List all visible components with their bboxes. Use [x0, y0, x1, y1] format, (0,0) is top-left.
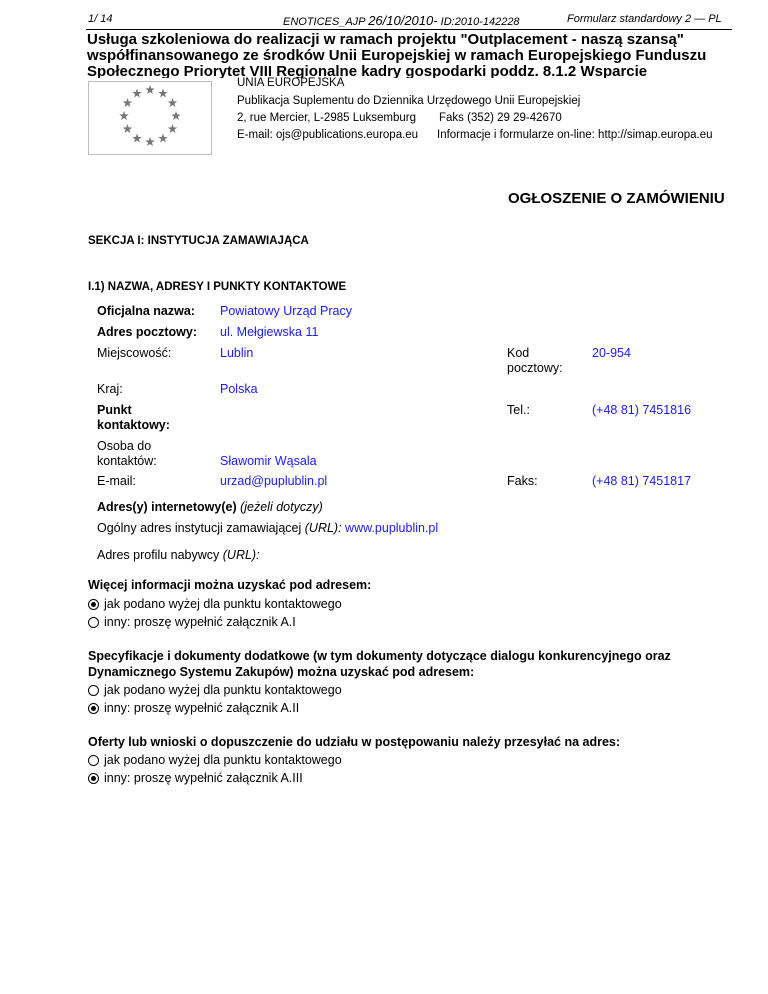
email-label: E-mail:: [97, 474, 136, 488]
eu-star-icon: [123, 124, 133, 133]
specs-option-other[interactable]: [88, 701, 299, 715]
more-info-option-same[interactable]: [88, 597, 342, 611]
form-title: Formularz standardowy 2 — PL: [567, 13, 722, 25]
email-value: urzad@puplublin.pl: [220, 474, 328, 488]
specs-option-same-label: jak podano wyżej dla punktu kontaktowego: [104, 683, 342, 697]
page-number: 1/ 14: [88, 13, 113, 25]
internet-heading: [97, 500, 323, 514]
publisher-line: Publikacja Suplementu do Dziennika Urzędowego Unii Europejskiej: [237, 95, 581, 107]
notice-title-block: [87, 32, 737, 78]
radio-selected-icon[interactable]: [88, 773, 99, 784]
eu-stars-icon: [89, 82, 211, 154]
postal-address-value: ul. Mełgiewska 11: [220, 325, 319, 339]
offers-heading: Oferty lub wnioski o dopuszczenie do udziału w postępowaniu należy przesyłać na adres:: [88, 735, 621, 749]
fax-value: (+48 81) 7451817: [592, 474, 692, 488]
contact-point-label: Punkt kontaktowy:: [97, 403, 170, 432]
eu-flag-logo: [88, 81, 212, 155]
official-name-value: Powiatowy Urząd Pracy: [220, 304, 352, 318]
eu-star-icon: [132, 88, 142, 97]
internet-heading-note: (jeżeli dotyczy): [240, 500, 323, 514]
offers-option-same-label: jak podano wyżej dla punktu kontaktowego: [104, 753, 342, 767]
eu-star-icon: [158, 134, 168, 143]
publisher-fax: Faks (352) 29 29-42670: [439, 112, 562, 124]
offers-option-same[interactable]: [88, 753, 342, 767]
eu-star-icon: [171, 111, 181, 120]
tel-value: (+48 81) 7451816: [592, 403, 692, 417]
postcode-value: 20-954: [592, 346, 631, 360]
section-title: SEKCJA I: INSTYTUCJA ZAMAWIAJĄCA: [88, 235, 309, 247]
eu-star-icon: [168, 98, 178, 107]
country-value: Polska: [220, 382, 258, 396]
document-id: [283, 13, 520, 28]
document-date: 26/10/2010-: [368, 13, 438, 28]
city-value: Lublin: [220, 346, 254, 360]
general-address-url: www.puplublin.pl: [345, 521, 439, 535]
publisher-email: E-mail: ojs@publications.europa.eu: [237, 129, 419, 141]
offers-option-other-label: inny: proszę wypełnić załącznik A.III: [104, 771, 303, 785]
publisher-address: 2, rue Mercier, L-2985 Luksemburg: [237, 112, 416, 124]
general-address-row: [97, 521, 438, 535]
radio-selected-icon[interactable]: [88, 703, 99, 714]
header-divider: [86, 29, 732, 30]
specs-heading-line-1: Specyfikacje i dokumenty dodatkowe (w tym dokumenty dotyczące dialogu konkurencyjnego oraz: [88, 649, 671, 663]
document-prefix: ENOTICES_AJP: [283, 16, 366, 28]
radio-empty-icon[interactable]: [88, 617, 99, 628]
subsection-title: I.1) NAZWA, ADRESY I PUNKTY KONTAKTOWE: [88, 281, 347, 293]
eu-star-icon: [145, 137, 155, 146]
publisher-name: UNIA EUROPEJSKA: [237, 77, 345, 89]
document-number: ID:2010-142228: [440, 16, 520, 28]
specs-option-same[interactable]: [88, 683, 342, 697]
eu-star-icon: [168, 124, 178, 133]
radio-selected-icon[interactable]: [88, 599, 99, 610]
postal-address-label: Adres pocztowy:: [97, 325, 198, 339]
title-line-2: współfinansowanego ze środków Unii Europejskiej w ramach Europejskiego Funduszu: [87, 47, 707, 64]
more-info-option-other[interactable]: [88, 615, 296, 629]
city-label: Miejscowość:: [97, 346, 172, 360]
radio-empty-icon[interactable]: [88, 755, 99, 766]
radio-empty-icon[interactable]: [88, 685, 99, 696]
eu-star-icon: [123, 98, 133, 107]
postcode-label: Kod pocztowy:: [507, 346, 563, 375]
country-label: Kraj:: [97, 382, 123, 396]
contact-person-label: Osoba do kontaktów:: [97, 439, 157, 468]
general-address-label: Ogólny adres instytucji zamawiającej: [97, 521, 302, 535]
contact-person-value: Sławomir Wąsala: [220, 454, 317, 468]
eu-star-icon: [119, 111, 129, 120]
buyer-profile-label: Adres profilu nabywcy: [97, 548, 220, 562]
offers-option-other[interactable]: [88, 771, 303, 785]
more-info-option-same-label: jak podano wyżej dla punktu kontaktowego: [104, 597, 342, 611]
specs-heading-line-2: Dynamicznego Systemu Zakupów) można uzyskać pod adresem:: [88, 665, 475, 679]
eu-star-icon: [158, 88, 168, 97]
title-line-1: Usługa szkoleniowa do realizacji w ramach projektu "Outplacement - naszą szansą": [87, 32, 684, 48]
buyer-profile-row: [97, 548, 260, 562]
general-address-url-note: (URL):: [304, 521, 342, 535]
specs-option-other-label: inny: proszę wypełnić załącznik A.II: [104, 701, 300, 715]
publisher-online: Informacje i formularze on-line: http://simap.europa.eu: [437, 129, 713, 141]
internet-heading-text: Adres(y) internetowy(e): [97, 500, 237, 514]
notice-type-title: OGŁOSZENIE O ZAMÓWIENIU: [508, 190, 725, 207]
more-info-option-other-label: inny: proszę wypełnić załącznik A.I: [104, 615, 296, 629]
buyer-profile-url-note: (URL):: [222, 548, 260, 562]
official-name-label: Oficjalna nazwa:: [97, 304, 195, 318]
tel-label: Tel.:: [507, 403, 530, 417]
title-line-3: Społecznego Priorytet VIII Regionalne kadry gospodarki poddz. 8.1.2 Wsparcie: [87, 63, 648, 78]
more-info-heading: Więcej informacji można uzyskać pod adresem:: [88, 578, 372, 592]
fax-label: Faks:: [507, 474, 538, 488]
eu-star-icon: [145, 85, 155, 94]
eu-star-icon: [132, 134, 142, 143]
